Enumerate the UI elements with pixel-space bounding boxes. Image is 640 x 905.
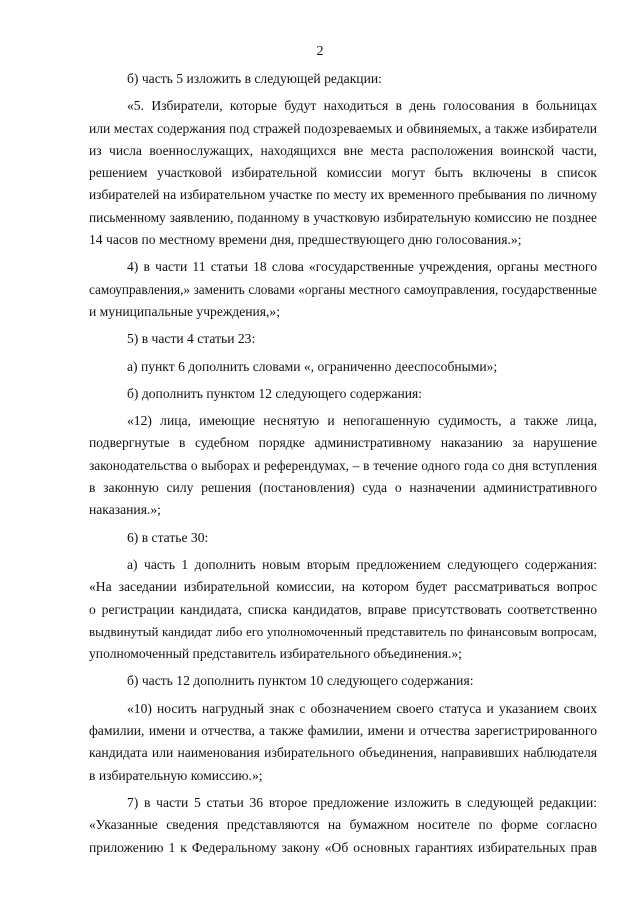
text-line: б) дополнить пунктом 12 следующего содержания: [127, 385, 423, 401]
text-line: б) часть 5 изложить в следующей редакции: [127, 71, 382, 86]
text-line: самоуправления,» заменить словами «органы местного самоуправления, государственные [89, 281, 597, 297]
text-line: избирателей на избирательном участке по месту их временного пребывания по личному [89, 187, 597, 203]
text-line: 6) в статье 30: [127, 529, 209, 545]
text-line: «12) лица, имеющие неснятую и непогашенную судимость, а также лица, [127, 413, 597, 429]
text-line: приложению 1 к Федеральному закону «Об основных гарантиях избирательных прав [89, 839, 597, 855]
text-line: «На заседании избирательной комиссии, на котором будет рассматриваться вопрос [89, 579, 597, 595]
text-line: б) часть 12 дополнить пунктом 10 следующего содержания: [127, 673, 474, 689]
text-line: решением участковой избирательной комиссии могут быть включены в список [89, 165, 597, 181]
text-line: «10) носить нагрудный знак с обозначением своего статуса и указанием своих [127, 700, 597, 716]
text-line: или местах содержания под стражей подозреваемых и обвиняемых, а также избиратели [89, 120, 597, 136]
text-line: «5. Избиратели, которые будут находиться в день голосования в больницах [127, 98, 597, 114]
document-body [89, 68, 597, 859]
text-line: в законную силу решения (постановления) суда о назначении административного [89, 480, 597, 496]
text-line: наказания.»; [89, 502, 161, 518]
page-number: 2 [316, 44, 324, 59]
text-line: 5) в части 4 статьи 23: [127, 331, 256, 347]
text-line: в избирательную комиссию.»; [89, 767, 263, 783]
text-line: законодательства о выборах и референдумах, – в течение одного года со дня вступления [89, 457, 597, 473]
text-line: письменному заявлению, поданному в участковую избирательную комиссию не позднее [89, 209, 597, 225]
text-line: а) пункт 6 дополнить словами «, ограниченно дееспособными»; [127, 358, 498, 374]
text-line: выдвинутый кандидат либо его уполномоченный представитель по финансовым вопросам, [89, 623, 597, 639]
text-line: кандидата или наименования избирательного объединения, направивших наблюдателя [89, 745, 597, 761]
text-line: и муниципальные учреждения,»; [89, 303, 281, 319]
text-line: фамилии, имени и отчества, а также фамилии, имени и отчества зарегистрированного [89, 723, 597, 739]
text-line: а) часть 1 дополнить новым вторым предложением следующего содержания: [127, 556, 597, 572]
text-line: о регистрации кандидата, списка кандидатов, вправе присутствовать соответственно [89, 601, 597, 617]
text-line: подвергнутые в судебном порядке административному наказанию за нарушение [89, 435, 597, 451]
text-line: «Указанные сведения представляются на бумажном носителе по форме согласно [89, 817, 597, 833]
text-line: 14 часов по местному времени дня, предшествующего дню голосования.»; [89, 232, 522, 248]
text-line: 4) в части 11 статьи 18 слова «государственные учреждения, органы местного [127, 259, 597, 275]
text-line: из числа военнослужащих, находящихся вне места расположения воинской части, [89, 142, 597, 158]
text-line: уполномоченный представитель избирательного объединения.»; [89, 646, 462, 662]
text-line: 7) в части 5 статьи 36 второе предложение изложить в следующей редакции: [127, 794, 597, 810]
